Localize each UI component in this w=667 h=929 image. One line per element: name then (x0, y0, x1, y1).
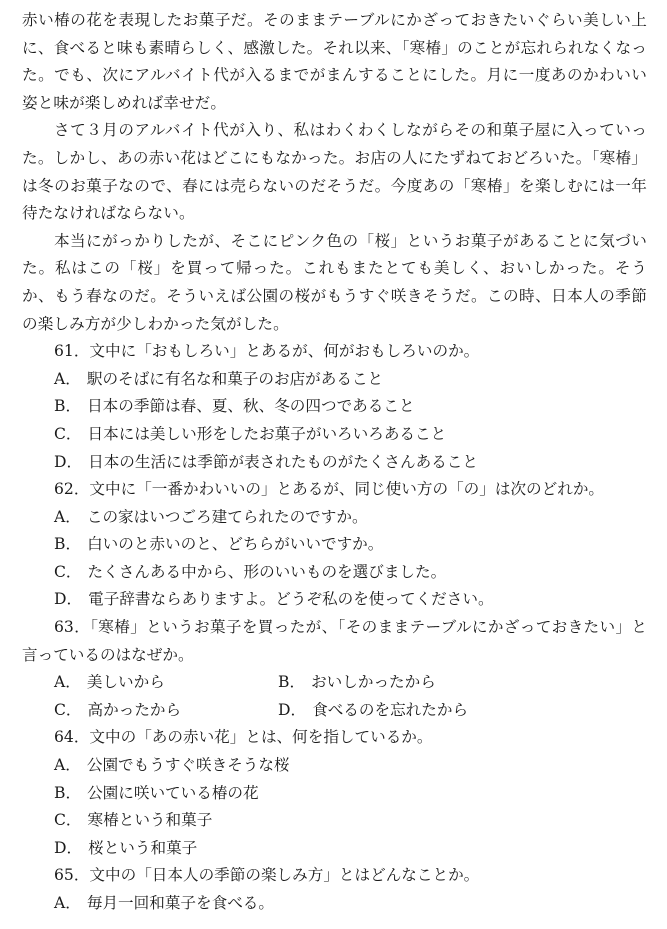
option-text: おいしかったから (311, 673, 436, 692)
option-text: 白いのと赤いのと、どちらがいいですか。 (87, 535, 384, 554)
option-text: たくさんある中から、形のいいものを選びました。 (87, 562, 447, 581)
question-63-option-b[interactable] (278, 669, 502, 697)
option-text: 公園でもうすぐ咲きそうな桜 (86, 756, 290, 775)
question-list (22, 338, 647, 917)
question-61 (22, 338, 647, 476)
option-letter: D． (278, 700, 307, 719)
option-letter: A． (54, 369, 81, 388)
passage-paragraph-2: さて３月のアルバイト代が入り、私はわくわくしながらその和菓子屋に入っていった。しかし、あの赤い花はどこにもなかった。お店の人にたずねておどろいた。「寒椿」は冬のお菓子なので、春には売らないのだそうだ。今度あの「寒椿」を楽しむには一年待たなければならない。 (22, 121, 647, 223)
option-letter: D． (54, 590, 83, 609)
option-letter: D． (54, 452, 83, 471)
option-text: この家はいつごろ建てられたのですか。 (86, 507, 368, 526)
question-64-option-b[interactable] (22, 780, 647, 808)
option-text: 高かったから (87, 700, 182, 719)
question-61-option-d[interactable] (22, 449, 647, 477)
reading-passage (22, 7, 647, 338)
question-64-option-c[interactable] (22, 807, 647, 835)
option-text: 電子辞書ならありますよ。どうぞ私のを使ってください。 (88, 590, 494, 609)
option-letter: D． (54, 838, 83, 857)
question-65 (22, 862, 647, 917)
question-63-option-a[interactable] (54, 669, 278, 697)
option-letter: C． (54, 700, 82, 719)
option-text: 寒椿という和菓子 (87, 811, 213, 830)
question-63-option-d[interactable] (278, 697, 502, 725)
question-64-stem: 64．文中の「あの赤い花」とは、何を指しているか。 (54, 728, 433, 747)
question-62-stem: 62．文中に「一番かわいいの」とあるが、同じ使い方の「の」は次のどれか。 (54, 480, 605, 499)
option-letter: A． (54, 507, 81, 526)
option-letter: C． (54, 811, 82, 830)
question-64-option-d[interactable] (22, 835, 647, 863)
option-letter: B． (54, 535, 82, 554)
option-letter: C． (54, 562, 82, 581)
option-text: 公園に咲いている椿の花 (87, 783, 259, 802)
passage-paragraph-1: 赤い椿の花を表現したお菓子だ。そのままテーブルにかざっておきたいぐらい美しい上に、食べると味も素晴らしく、感激した。それ以来、「寒椿」のことが忘れられなくなった。でも、次にアルバイト代が入るまでがまんすることにした。月に一度あのかわいい姿と味が楽しめれば幸せだ。 (22, 11, 647, 112)
option-text: 食べるのを忘れたから (312, 700, 469, 719)
question-63 (22, 614, 647, 724)
question-62 (22, 476, 647, 614)
question-62-option-b[interactable] (22, 531, 647, 559)
question-61-option-b[interactable] (22, 393, 647, 421)
option-text: 日本の生活には季節が表されたものがたくさんあること (88, 452, 478, 471)
question-63-option-c[interactable] (54, 697, 278, 725)
option-text: 駅のそばに有名な和菓子のお店があること (86, 369, 384, 388)
option-text: 毎月一回和菓子を食べる。 (86, 894, 274, 912)
option-letter: B． (278, 673, 306, 692)
question-64-option-a[interactable] (22, 752, 647, 780)
question-61-option-c[interactable] (22, 421, 647, 449)
question-62-option-c[interactable] (22, 559, 647, 587)
option-text: 日本には美しい形をしたお菓子がいろいろあること (87, 424, 447, 443)
question-61-option-a[interactable] (22, 366, 647, 394)
question-62-option-d[interactable] (22, 586, 647, 614)
question-62-option-a[interactable] (22, 504, 647, 532)
question-63-options-row-1 (22, 669, 647, 697)
question-63-options-row-2 (22, 697, 647, 725)
option-letter: A． (54, 894, 81, 912)
question-61-stem: 61．文中に「おもしろい」とあるが、何がおもしろいのか。 (54, 342, 480, 361)
option-text: 桜という和菓子 (88, 838, 198, 857)
passage-paragraph-3: 本当にがっかりしたが、そこにピンク色の「桜」というお菓子があることに気づいた。私はこの「桜」を買って帰った。これもまたとても美しく、おいしかった。そうか、もう春なのだ。そういえば公園の桜がもうすぐ咲きそうだ。この時、日本人の季節の楽しみ方が少しわかった気がした。 (22, 231, 647, 333)
option-text: 日本の季節は春、夏、秋、冬の四つであること (87, 397, 415, 416)
option-letter: B． (54, 397, 82, 416)
question-65-stem: 65．文中の「日本人の季節の楽しみ方」とはどんなことか。 (54, 866, 480, 885)
question-65-option-a[interactable] (22, 890, 647, 918)
question-63-stem: 63．「寒椿」というお菓子を買ったが、「そのままテーブルにかざっておきたい」と言っているのはなぜか。 (22, 618, 647, 664)
option-letter: A． (54, 673, 81, 692)
question-64 (22, 724, 647, 862)
option-letter: A． (54, 756, 81, 775)
option-letter: C． (54, 424, 82, 443)
option-text: 美しいから (86, 673, 165, 692)
option-letter: B． (54, 783, 82, 802)
